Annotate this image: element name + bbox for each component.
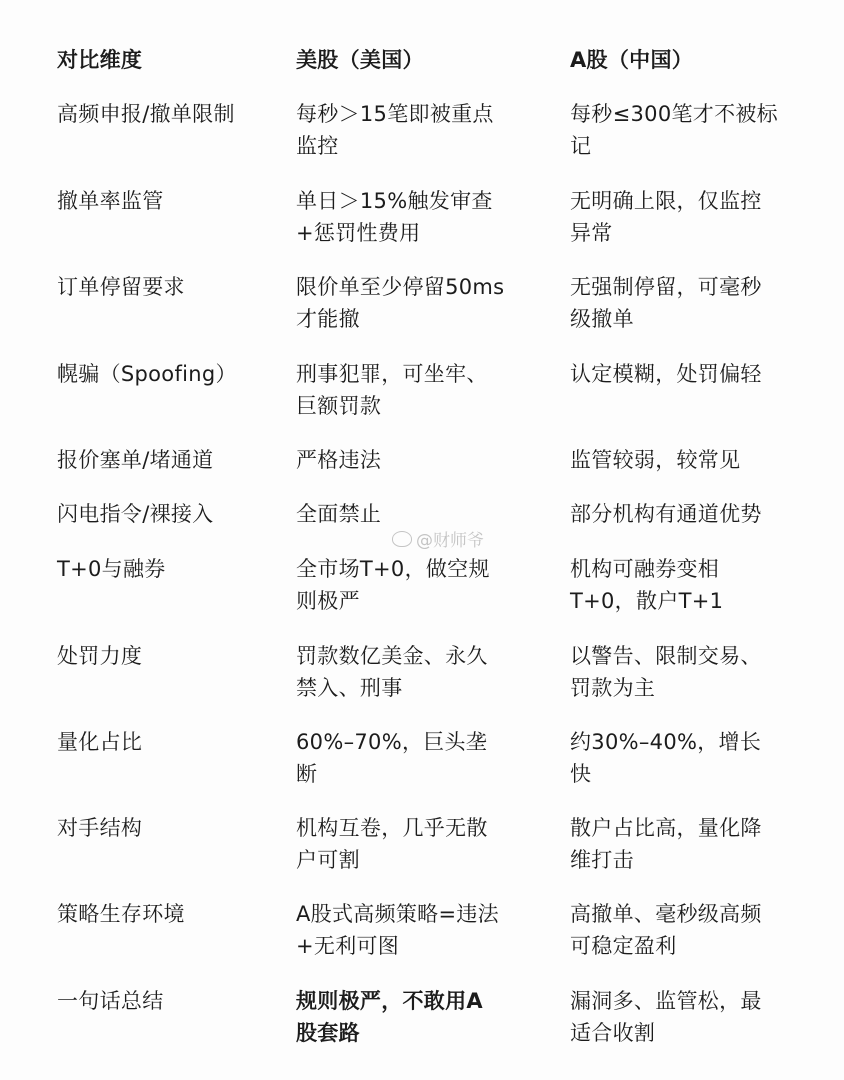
row-dimension: 幌骗（Spoofing） <box>57 362 237 386</box>
row-us: 严格违法 <box>296 448 382 472</box>
row-us: 每秒＞15笔即被重点 监控 <box>296 102 494 158</box>
row-us: 规则极严，不敢用A 股套路 <box>296 989 483 1045</box>
row-cn: 监管较弱，较常见 <box>570 448 741 472</box>
row-us: 全市场T+0，做空规 则极严 <box>296 557 490 613</box>
row-dimension: 策略生存环境 <box>57 902 185 926</box>
row-dimension: 高频申报/撤单限制 <box>57 102 235 126</box>
watermark-text: @财师爷 <box>416 531 484 551</box>
row-cn: 部分机构有通道优势 <box>570 502 762 526</box>
header-cn: A股（中国） <box>570 48 694 72</box>
row-cn: 无明确上限，仅监控 异常 <box>570 189 762 245</box>
watermark <box>392 526 484 551</box>
row-us: 罚款数亿美金、永久 禁入、刑事 <box>296 644 488 700</box>
row-cn: 机构可融券变相 T+0，散户T+1 <box>570 557 724 613</box>
row-cn: 漏洞多、监管松，最 适合收割 <box>570 989 762 1045</box>
row-us: 单日＞15%触发审查 +惩罚性费用 <box>296 189 493 245</box>
weibo-icon <box>392 531 412 547</box>
row-dimension: T+0与融券 <box>57 557 166 581</box>
row-dimension: 撤单率监管 <box>57 189 164 213</box>
row-dimension: 订单停留要求 <box>57 275 185 299</box>
row-cn: 无强制停留，可毫秒 级撤单 <box>570 275 762 331</box>
row-dimension: 对手结构 <box>57 816 143 840</box>
row-us: 60%–70%，巨头垄 断 <box>296 730 488 786</box>
header-us: 美股（美国） <box>296 48 424 72</box>
header-dimension: 对比维度 <box>57 48 143 72</box>
row-dimension: 量化占比 <box>57 730 143 754</box>
row-us: 全面禁止 <box>296 502 382 526</box>
row-us: 限价单至少停留50ms 才能撤 <box>296 275 505 331</box>
row-dimension: 闪电指令/裸接入 <box>57 502 214 526</box>
row-cn: 约30%–40%，增长 快 <box>570 730 762 786</box>
row-cn: 每秒≤300笔才不被标 记 <box>570 102 778 158</box>
row-cn: 认定模糊，处罚偏轻 <box>570 362 762 386</box>
row-cn: 高撤单、毫秒级高频 可稳定盈利 <box>570 902 762 958</box>
row-cn: 以警告、限制交易、 罚款为主 <box>570 644 762 700</box>
row-us: 机构互卷，几乎无散 户可割 <box>296 816 488 872</box>
row-cn: 散户占比高，量化降 维打击 <box>570 816 762 872</box>
row-dimension: 处罚力度 <box>57 644 143 668</box>
row-us: 刑事犯罪，可坐牢、 巨额罚款 <box>296 362 488 418</box>
row-us: A股式高频策略=违法 +无利可图 <box>296 902 499 958</box>
row-dimension: 报价塞单/堵通道 <box>57 448 214 472</box>
row-dimension: 一句话总结 <box>57 989 164 1013</box>
